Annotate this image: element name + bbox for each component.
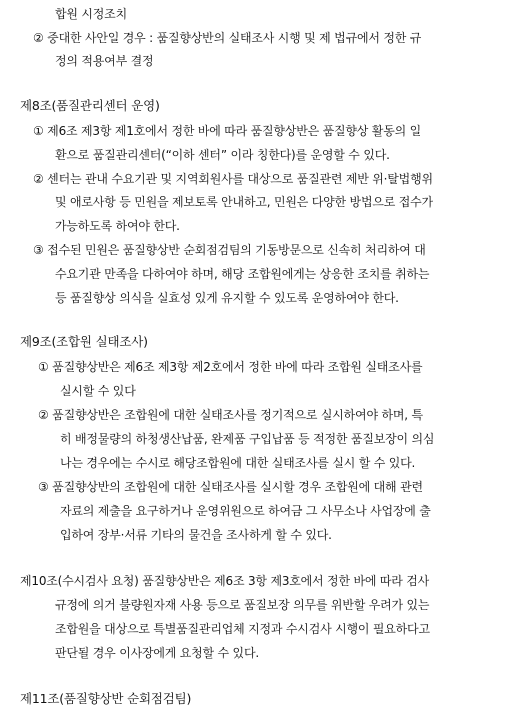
article-8-para-1-line-2: 환으로 품질관리센터(“이하 센터” 이라 칭한다)를 운영할 수 있다. bbox=[55, 148, 390, 162]
article-9-title: 제9조(조합원 실태조사) bbox=[20, 334, 148, 349]
article-9-para-3-line-2: 자료의 제출을 요구하거나 운영위원으로 하여금 그 사무소나 사업장에 출 bbox=[60, 504, 431, 518]
article-9-para-2-line-1: ② 품질향상반은 조합원에 대한 실태조사를 정기적으로 실시하여야 하며, 특 bbox=[38, 408, 423, 422]
article-9-para-2-line-2: 히 배정물량의 하청생산납품, 완제품 구입납품 등 적정한 품질보장이 의심 bbox=[60, 432, 435, 446]
article-10-line-3: 조합원을 대상으로 특별품질관리업체 지정과 수시검사 시행이 필요하다고 bbox=[55, 622, 430, 636]
article-8-para-2-line-2: 및 애로사항 등 민원을 제보토록 안내하고, 민원은 다양한 방법으로 접수가 bbox=[55, 195, 433, 209]
continuation-item-2-line-1: ② 중대한 사안일 경우 : 품질향상반의 실태조사 시행 및 제 법규에서 정한 규 bbox=[33, 31, 422, 45]
article-9-para-1-line-1: ① 품질향상반은 제6조 제3항 제2호에서 정한 바에 따라 조합원 실태조사를 bbox=[38, 360, 423, 374]
article-8-para-3-line-2: 수요기관 만족을 다하여야 하며, 해당 조합원에게는 상응한 조치를 취하는 bbox=[55, 267, 430, 281]
article-8-para-3-line-1: ③ 접수된 민원은 품질향상반 순회점검팀의 기동방문으로 신속히 처리하여 대 bbox=[33, 243, 426, 257]
article-11-title: 제11조(품질향상반 순회점검팀) bbox=[20, 691, 192, 706]
article-10-line-2: 규정에 의거 불량원자재 사용 등으로 품질보장 의무를 위반할 우려가 있는 bbox=[55, 598, 430, 612]
article-9-para-3-line-3: 입하여 장부·서류 기타의 물건을 조사하게 할 수 있다. bbox=[60, 528, 332, 542]
article-8-para-2-line-3: 가능하도록 하여야 한다. bbox=[55, 219, 180, 233]
article-8-para-2-line-1: ② 센터는 관내 수요기관 및 지역회원사를 대상으로 품질관련 제반 위·탈법행위 bbox=[33, 172, 433, 186]
continuation-item-2-line-2: 정의 적용여부 결정 bbox=[55, 54, 154, 68]
article-9-para-2-line-3: 나는 경우에는 수시로 해당조합원에 대한 실태조사를 실시 할 수 있다. bbox=[60, 456, 416, 470]
article-9-para-1-line-2: 실시할 수 있다 bbox=[60, 384, 136, 398]
article-8-para-1-line-1: ① 제6조 제3항 제1호에서 정한 바에 따라 품질향상반은 품질향상 활동의 일 bbox=[33, 124, 421, 138]
article-8-title: 제8조(품질관리센터 운영) bbox=[20, 98, 160, 113]
article-10-line-1: 제10조(수시검사 요청) 품질향상반은 제6조 3항 제3호에서 정한 바에 따라 검사 bbox=[20, 574, 430, 588]
article-9-para-3-line-1: ③ 품질향상반의 조합원에 대한 실태조사를 실시할 경우 조합원에 대해 관련 bbox=[38, 480, 423, 494]
article-10-line-4: 판단될 경우 이사장에게 요청할 수 있다. bbox=[55, 646, 259, 660]
continuation-line-1: 합원 시정조치 bbox=[55, 7, 127, 21]
article-8-para-3-line-3: 등 품질향상 의식을 실효성 있게 유지할 수 있도록 운영하여야 한다. bbox=[55, 291, 399, 305]
